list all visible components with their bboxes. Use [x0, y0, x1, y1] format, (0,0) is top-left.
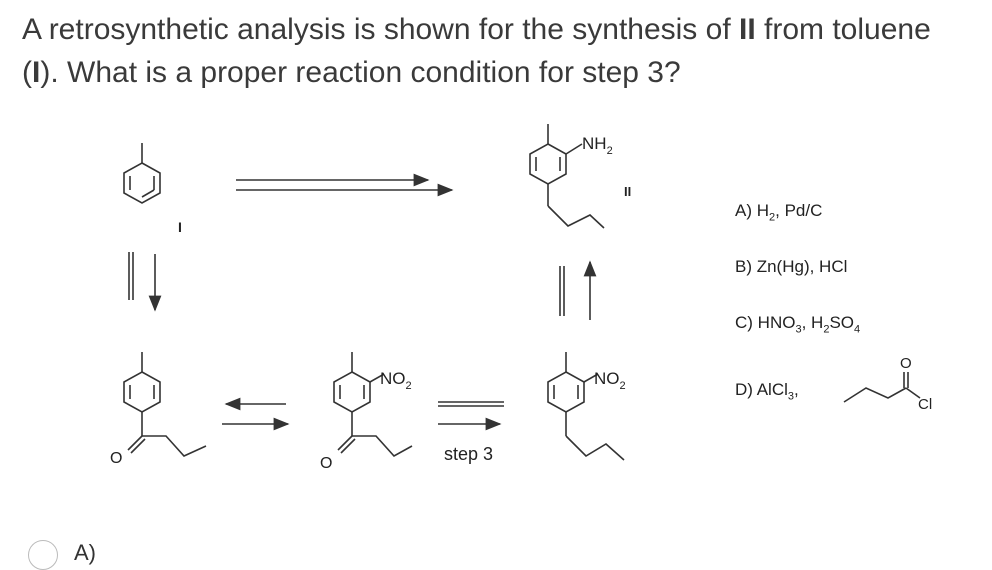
option-D: D) AlCl$_3$, — [735, 380, 799, 403]
bottom-left-arrows — [222, 404, 288, 424]
compound-label-I: I — [32, 56, 41, 89]
carbonyl-oxygen: O — [320, 455, 333, 472]
propiophenone-toluene-structure — [124, 352, 206, 456]
right-vertical-arrows — [560, 262, 590, 320]
step3-arrows — [438, 402, 504, 424]
reagent-oxygen: O — [900, 355, 912, 372]
option-B: B) Zn(Hg), HCl — [735, 257, 848, 276]
step3-label: step 3 — [444, 444, 494, 464]
option-A: A) $H_2$, Pd/C — [735, 201, 823, 224]
label-II: II — [624, 184, 632, 199]
nitro-label-middle: $NO_2$ — [380, 369, 412, 392]
question-part: ). What is a proper reaction condition for step 3? — [40, 56, 681, 89]
toluene-structure — [124, 143, 160, 203]
question-part: A retrosynthetic analysis is shown for the synthesis of — [22, 13, 739, 46]
amine-label: $NH_2$ — [582, 134, 613, 157]
nitro-label-right: $NO_2$ — [594, 369, 626, 392]
propanoyl-chloride-structure — [844, 372, 920, 402]
answer-label-A: A) — [74, 540, 96, 565]
question-part: from toluene ( — [22, 13, 931, 89]
radio-button-A[interactable] — [28, 540, 58, 570]
reagent-chlorine: Cl — [918, 396, 933, 413]
option-C: C) $HNO_3$, $H_2SO_4$ — [735, 313, 861, 336]
carbonyl-oxygen: O — [110, 450, 123, 467]
top-forward-arrow — [236, 180, 452, 190]
left-vertical-arrows — [129, 252, 155, 310]
compound-label-II: II — [739, 13, 756, 46]
nitro-ketone-structure — [334, 352, 412, 456]
label-I: I — [178, 219, 182, 235]
